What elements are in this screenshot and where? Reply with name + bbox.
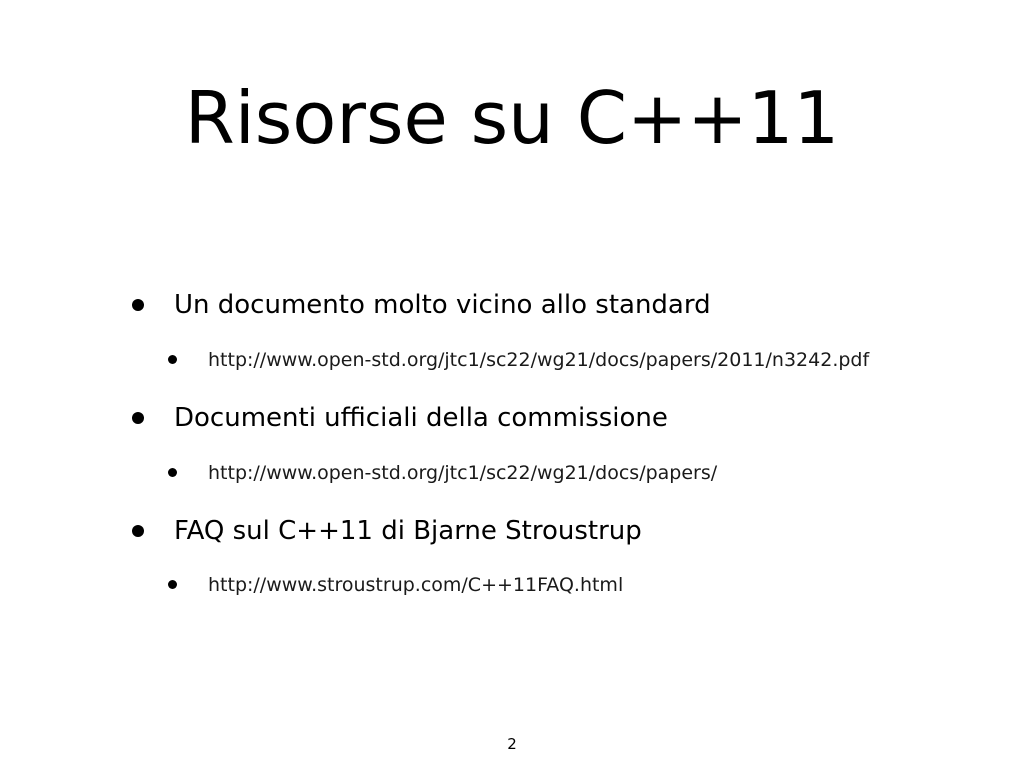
sub-bullet-dot-icon xyxy=(168,355,177,364)
bullet-item xyxy=(174,401,668,435)
link-text[interactable]: http://www.stroustrup.com/C++11FAQ.html xyxy=(208,574,624,596)
sub-bullet-link[interactable] xyxy=(208,347,869,373)
bullet-text: Documenti ufficiali della commissione xyxy=(174,403,668,433)
bullet-text: Un documento molto vicino allo standard xyxy=(174,290,711,320)
page-number: 2 xyxy=(507,735,517,753)
sub-bullet-dot-icon xyxy=(168,580,177,589)
bullet-dot-icon xyxy=(132,525,144,537)
bullet-item xyxy=(174,288,711,322)
bullet-dot-icon xyxy=(132,412,144,424)
bullet-dot-icon xyxy=(132,299,144,311)
sub-bullet-link[interactable] xyxy=(208,572,623,598)
sub-bullet-dot-icon xyxy=(168,468,177,477)
bullet-text: FAQ sul C++11 di Bjarne Stroustrup xyxy=(174,516,642,546)
sub-bullet-link[interactable] xyxy=(208,460,717,486)
slide-title: Risorse su C++11 xyxy=(184,76,840,160)
link-text[interactable]: http://www.open-std.org/jtc1/sc22/wg21/docs/papers/ xyxy=(208,462,718,484)
bullet-item xyxy=(174,514,642,548)
link-text[interactable]: http://www.open-std.org/jtc1/sc22/wg21/docs/papers/2011/n3242.pdf xyxy=(208,349,870,371)
